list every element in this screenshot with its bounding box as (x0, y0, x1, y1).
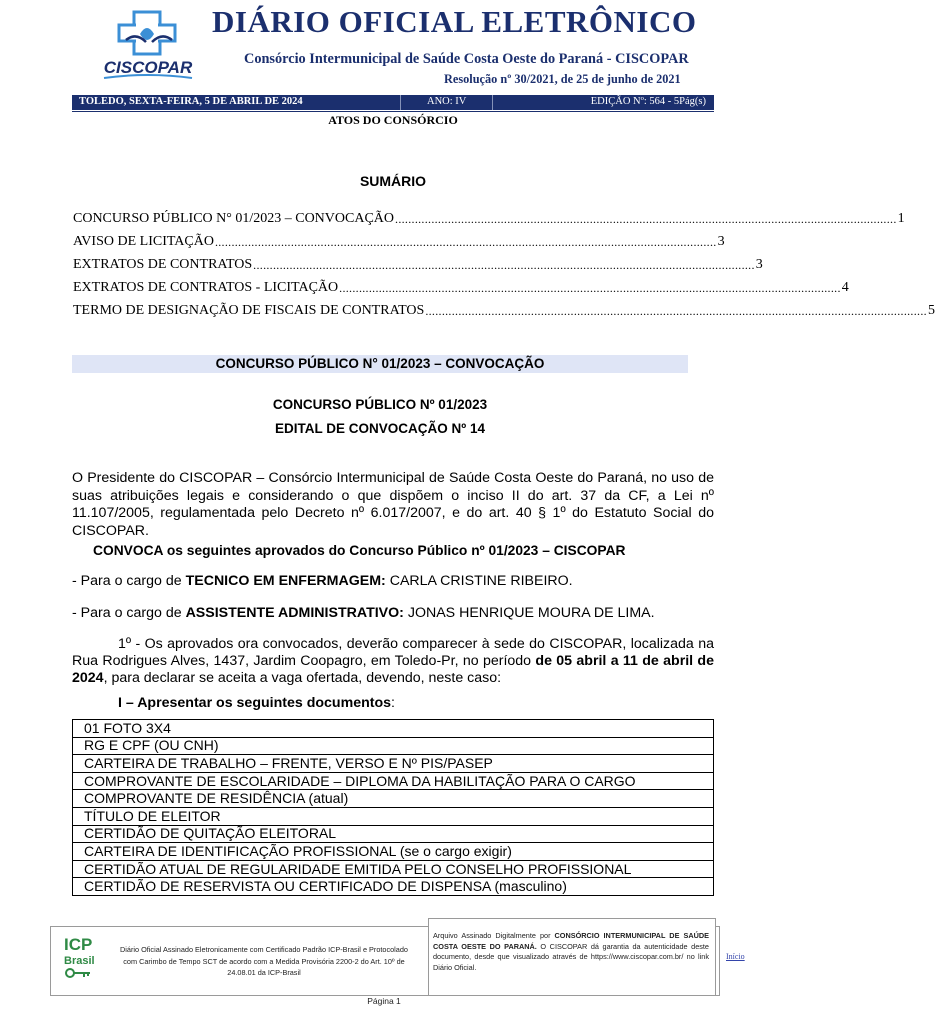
table-cell: CERTIDÃO DE QUITAÇÃO ELEITORAL (73, 825, 714, 843)
summary-item[interactable] (73, 276, 849, 296)
signer-name: CONSÓRCIO INTERMUNICIPAL DE SAÚDE COSTA OESTE DO PARANÁ. (433, 931, 709, 951)
certificate-notice: Diário Oficial Assinado Eletronicamente com Certificado Padrão ICP-Brasil e Protocolado com Carimbo de Tempo SCT de acordo com a Medida Provisória 2200-2 do Art. 10º de 24.08.01 da ICP-Brasil (120, 945, 408, 977)
leader-dots: ........................................................................................................................................................ (339, 281, 841, 295)
table-cell: CARTEIRA DE IDENTIFICAÇÃO PROFISSIONAL (se o cargo exigir) (73, 843, 714, 861)
table-cell: COMPROVANTE DE ESCOLARIDADE – DIPLOMA DA HABILITAÇÃO PARA O CARGO (73, 772, 714, 790)
table-row (73, 755, 714, 773)
summary-item-label: CONCURSO PÚBLICO N° 01/2023 – CONVOCAÇÃO (73, 211, 395, 226)
logo-cross-icon (119, 12, 175, 54)
convocation-entry (72, 605, 655, 621)
entry-person: JONAS HENRIQUE MOURA DE LIMA. (403, 605, 655, 621)
table-cell: CERTIDÃO DE RESERVISTA OU CERTIFICADO DE DISPENSA (masculino) (73, 878, 714, 896)
section-divider (72, 111, 714, 112)
publication-date: TOLEDO, SEXTA-FEIRA, 5 DE ABRIL DE 2024 (79, 96, 303, 107)
entry-prefix: - Para o cargo de (72, 605, 186, 621)
leader-dots: ........................................................................................................................................................ (425, 304, 927, 318)
signature-notice (433, 931, 709, 973)
summary-item[interactable] (73, 230, 725, 250)
convocation-entry (72, 573, 573, 589)
summary-item-label: EXTRATOS DE CONTRATOS - LICITAÇÃO (73, 280, 339, 295)
edition-number: EDIÇÃO Nº: 564 - 5Pág(s) (590, 96, 706, 107)
edition-info-bar (72, 95, 714, 110)
section-heading: CONCURSO PÚBLICO N° 01/2023 – CONVOCAÇÃO (215, 356, 545, 371)
table-cell: CERTIDÃO ATUAL DE REGULARIDADE EMITIDA PELO CONSELHO PROFISSIONAL (73, 860, 714, 878)
icp-logo-line: ICP (64, 935, 93, 954)
bar-divider (400, 95, 401, 110)
table-cell: CARTEIRA DE TRABALHO – FRENTE, VERSO E Nº PIS/PASEP (73, 755, 714, 773)
summary-item-label: TERMO DE DESIGNAÇÃO DE FISCAIS DE CONTRATOS (73, 303, 425, 318)
summary-item-label: AVISO DE LICITAÇÃO (73, 234, 214, 249)
summary-item-page: 3 (755, 257, 763, 272)
convocation-statement: CONVOCA os seguintes aprovados do Concurso Público nº 01/2023 – CISCOPAR (93, 543, 626, 558)
resolution-text: Resolução nº 30/2021, de 25 de junho de 2021 (444, 72, 681, 86)
table-row (73, 807, 714, 825)
summary-item[interactable] (73, 253, 763, 273)
summary-item-page: 1 (897, 211, 905, 226)
documents-heading (118, 695, 395, 711)
documents-heading-text: I – Apresentar os seguintes documentos (118, 695, 392, 711)
icp-logo-line: Brasil (64, 955, 95, 967)
bar-divider (492, 95, 493, 110)
entry-role: TECNICO EM ENFERMAGEM: (185, 573, 386, 589)
logo-text: CISCOPAR (103, 58, 193, 77)
summary-item[interactable] (73, 207, 905, 227)
leader-dots: ........................................................................................................................................................ (253, 258, 755, 272)
section-label: ATOS DO CONSÓRCIO (328, 113, 458, 127)
publication-year: ANO: IV (427, 96, 467, 107)
inicio-link[interactable]: Início (726, 952, 745, 961)
ciscopar-logo (96, 10, 200, 82)
table-row (73, 825, 714, 843)
summary-item-label: EXTRATOS DE CONTRATOS (73, 257, 253, 272)
intro-paragraph: O Presidente do CISCOPAR – Consórcio Intermunicipal de Saúde Costa Oeste do Paraná, no uso de suas atribuições legais e considerando o que dispõem o inciso II do art. 37 da CF, a Lei nº 11.107/2005, regulamentada pelo Decreto nº 6.017/2007, e do art. 40 § 1º do Estatuto Social do CISCOPAR. (72, 470, 714, 539)
signature-text: O CISCOPAR dá garantia da autenticidade deste documento, desde que visualizado através de https://www.ciscopar.com.br/ no link Diário Oficial. (433, 941, 709, 972)
instructions-paragraph (72, 636, 714, 687)
notice-subtitle: EDITAL DE CONVOCAÇÃO Nº 14 (275, 421, 485, 436)
table-row (73, 790, 714, 808)
paragraph-text: 1º - Os aprovados ora convocados, deverão comparecer à sede do CISCOPAR, localizada na Rua Rodrigues Alves, 1437, Jardim Coopagro, em Toledo-Pr, no período (72, 636, 714, 669)
publisher-name: Consórcio Intermunicipal de Saúde Costa Oeste do Paraná - CISCOPAR (244, 51, 689, 67)
page-title: DIÁRIO OFICIAL ELETRÔNICO (212, 4, 697, 39)
entry-role: ASSISTENTE ADMINISTRATIVO: (185, 605, 404, 621)
table-cell: COMPROVANTE DE RESIDÊNCIA (atual) (73, 790, 714, 808)
table-row (73, 720, 714, 738)
notice-title: CONCURSO PÚBLICO Nº 01/2023 (272, 397, 488, 412)
signature-text: Arquivo Assinado Digitalmente por (433, 931, 555, 940)
entry-person: CARLA CRISTINE RIBEIRO. (385, 573, 573, 589)
icp-brasil-logo-icon (62, 932, 106, 980)
summary-item-page: 3 (717, 234, 725, 249)
leader-dots: ........................................................................................................................................................ (214, 235, 717, 249)
table-row (73, 772, 714, 790)
page-number: Página 1 (367, 996, 401, 1006)
documents-heading-colon: : (391, 695, 395, 711)
table-row (73, 843, 714, 861)
documents-table (72, 719, 714, 896)
entry-prefix: - Para o cargo de (72, 573, 186, 589)
period-text: de 05 abril a 11 de abril de 2024 (72, 653, 714, 686)
summary-item[interactable] (73, 299, 935, 319)
table-row (73, 860, 714, 878)
paragraph-text: , para declarar se aceita a vaga ofertada, devendo, neste caso: (103, 670, 502, 686)
summary-item-page: 5 (927, 303, 935, 318)
leader-dots: ........................................................................................................................................................ (395, 212, 897, 226)
summary-item-page: 4 (841, 280, 849, 295)
summary-title: SUMÁRIO (359, 173, 427, 189)
table-cell: TÍTULO DE ELEITOR (73, 807, 714, 825)
table-cell: RG E CPF (OU CNH) (73, 737, 714, 755)
table-cell: 01 FOTO 3X4 (73, 720, 714, 738)
table-row (73, 878, 714, 896)
table-row (73, 737, 714, 755)
